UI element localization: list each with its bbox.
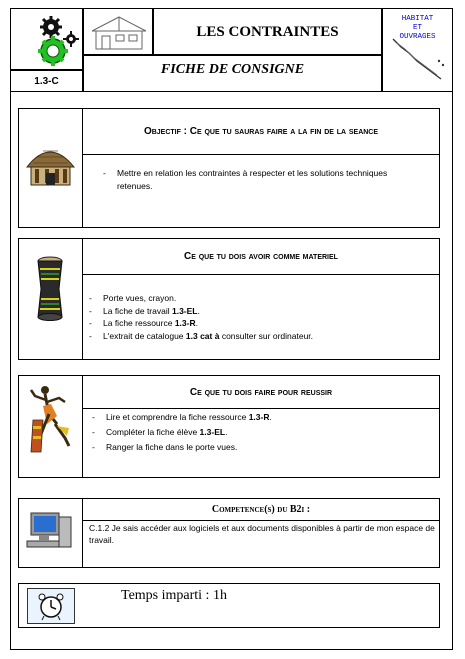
dancer-icon xyxy=(19,376,82,477)
gears-icon xyxy=(11,9,84,71)
list-item: - Lire et comprendre la fiche ressource 1.3-R. xyxy=(92,412,272,422)
b2i-heading: Competence(s) du B2i : xyxy=(83,499,439,521)
list-item: - Mettre en relation les contraintes à respecter et les solutions techniques retenues. xyxy=(103,168,388,191)
materiel-heading: Ce que tu dois avoir comme materiel xyxy=(83,239,439,275)
materiel-list xyxy=(89,292,429,342)
objectif-heading: Objectif : Ce que tu sauras faire a la fin de la seance xyxy=(83,109,439,155)
hut-icon xyxy=(19,109,82,227)
theme-line-3: OUVRAGES xyxy=(399,33,436,41)
theme-cell xyxy=(382,8,453,92)
list-item: - La fiche de travail 1.3-EL. xyxy=(89,305,200,316)
faire-section xyxy=(18,375,440,478)
logo-cell xyxy=(10,8,83,70)
alarm-clock-icon xyxy=(27,588,75,624)
objectif-section xyxy=(18,108,440,228)
list-item: - Compléter la fiche élève 1.3-EL. xyxy=(92,427,228,437)
drum-icon xyxy=(19,239,82,359)
faire-heading: Ce que tu dois faire pour reussir xyxy=(83,376,439,409)
theme-line-2: ET xyxy=(412,24,422,32)
objectif-list xyxy=(103,167,413,192)
b2i-text: C.1.2 Je sais accéder aux logiciels et aux documents disponibles à partir de mon espace de travail. xyxy=(89,523,435,545)
list-item: - Ranger la fiche dans le porte vues. xyxy=(92,442,238,452)
materiel-section xyxy=(18,238,440,360)
computer-icon xyxy=(19,499,82,567)
house-cell xyxy=(83,8,153,55)
b2i-section xyxy=(18,498,440,568)
list-item: - La fiche ressource 1.3-R. xyxy=(89,318,198,328)
temps-section xyxy=(18,583,440,628)
temps-imparti: Temps imparti : 1h xyxy=(121,588,227,603)
fiche-code: 1.3-C xyxy=(10,70,83,92)
page-subtitle: FICHE DE CONSIGNE xyxy=(83,55,382,92)
page-title: LES CONTRAINTES xyxy=(153,8,382,55)
list-item: - L'extrait de catalogue 1.3 cat à consulter sur ordinateur. xyxy=(89,330,314,341)
theme-line-1: HABITAT xyxy=(401,15,434,23)
house-icon xyxy=(84,9,154,56)
list-item: - Porte vues, crayon. xyxy=(89,293,177,303)
faire-list xyxy=(92,410,432,455)
